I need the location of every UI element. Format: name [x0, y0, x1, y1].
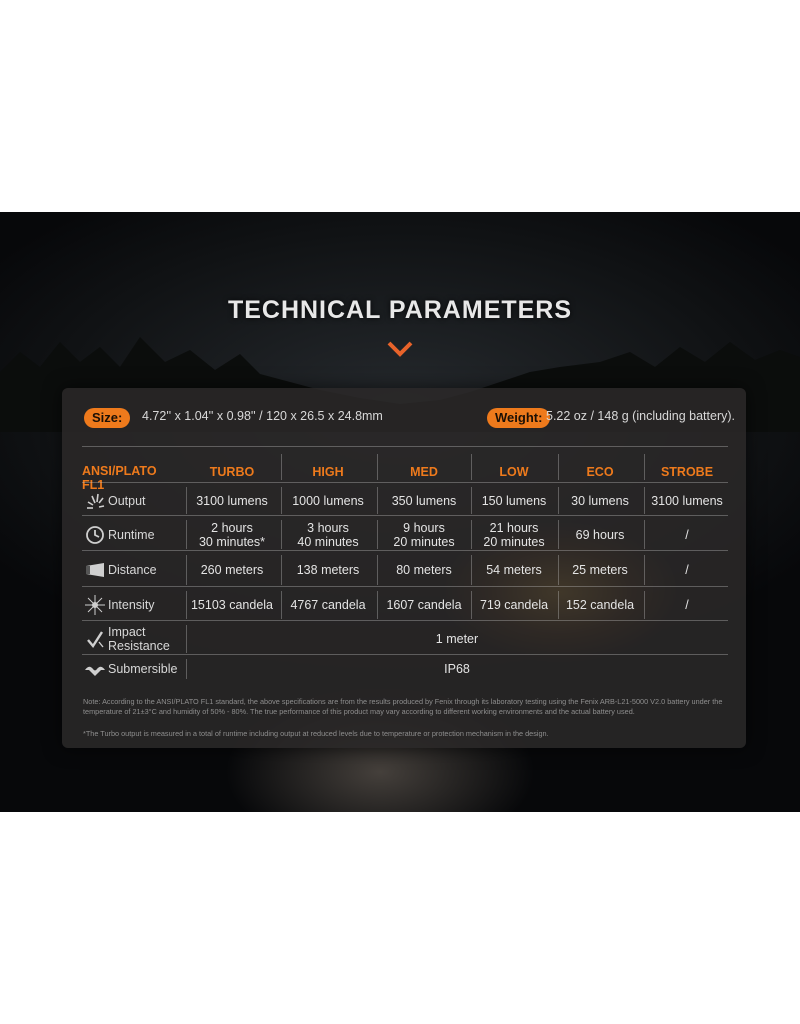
spec-card — [62, 388, 746, 748]
spanning-value: 1 meter — [435, 632, 479, 646]
row-divider — [82, 482, 728, 483]
table-cell — [376, 521, 472, 549]
table-cell: 4767 candela — [290, 598, 366, 612]
table-cell: 150 lumens — [481, 493, 547, 508]
row-label: Output — [108, 493, 146, 508]
row-label: Distance — [108, 563, 157, 577]
row-label-line: Impact — [108, 625, 146, 639]
footnote-standard: Note: According to the ANSI/PLATO FL1 standard, the above specifications are from the results produced by Fenix through its laboratory testing using the Fenix ARB-L21-5000 V2.0 battery under the temperature of 21±3°C and humidity of 50% - 80%. The true performance of this product may vary according to different working environments and the actual battery used. — [83, 697, 723, 716]
table-cell-line: 30 minutes* — [198, 534, 265, 549]
row-divider — [82, 550, 728, 551]
table-cell: / — [685, 563, 689, 577]
submersible-icon — [84, 658, 106, 680]
table-cell: 152 candela — [565, 598, 635, 612]
column-divider — [558, 454, 559, 480]
impact-icon — [84, 628, 106, 650]
row-divider — [82, 654, 728, 655]
chevron-down-icon — [386, 340, 414, 358]
table-cell: 138 meters — [296, 563, 360, 577]
technical-parameters-banner — [0, 212, 800, 812]
mode-header-turbo: TURBO — [209, 465, 255, 479]
table-cell — [280, 521, 376, 549]
mode-header-eco: ECO — [586, 465, 614, 479]
table-cell: 80 meters — [396, 563, 452, 577]
column-divider — [186, 625, 187, 653]
table-cell — [184, 521, 280, 549]
mode-header-med: MED — [410, 465, 438, 479]
table-cell-line: 2 hours — [211, 520, 253, 535]
row-label — [108, 625, 170, 653]
table-cell: 719 candela — [479, 598, 549, 612]
column-divider — [644, 454, 645, 480]
mode-header-strobe: STROBE — [660, 465, 714, 479]
table-cell: 25 meters — [572, 563, 628, 577]
clock-icon — [84, 524, 106, 546]
table-cell-line: 3 hours — [307, 520, 349, 535]
spanning-value: IP68 — [444, 662, 470, 676]
size-value: 4.72'' x 1.04'' x 0.98'' / 120 x 26.5 x 24.8mm — [142, 409, 383, 423]
divider — [82, 446, 728, 447]
column-divider — [281, 454, 282, 480]
output-icon — [84, 490, 106, 512]
table-cell: 69 hours — [575, 527, 625, 542]
row-divider — [82, 515, 728, 516]
column-divider — [377, 454, 378, 480]
row-label-line: Resistance — [108, 639, 170, 653]
table-cell — [466, 521, 562, 549]
table-cell: 3100 lumens — [196, 493, 268, 508]
mode-header-low: LOW — [499, 465, 529, 479]
footnote-turbo: *The Turbo output is measured in a total of runtime including output at reduced levels due to temperature or protection mechanism in the design. — [83, 729, 549, 738]
table-cell: 1000 lumens — [292, 493, 364, 508]
row-label: Runtime — [108, 527, 155, 542]
row-divider — [82, 620, 728, 621]
table-cell-line: 9 hours — [403, 520, 445, 535]
table-cell-line: 21 hours — [489, 520, 539, 535]
table-header-standard: ANSI/PLATO FL1 — [82, 464, 157, 492]
table-cell: 3100 lumens — [651, 493, 723, 508]
table-cell: 350 lumens — [391, 493, 457, 508]
table-cell: / — [685, 598, 689, 612]
table-cell: / — [685, 527, 689, 542]
table-cell: 1607 candela — [386, 598, 462, 612]
column-divider — [186, 659, 187, 679]
table-cell: 54 meters — [486, 563, 542, 577]
table-cell-line: 40 minutes — [297, 534, 359, 549]
column-divider — [471, 454, 472, 480]
beam-icon — [84, 559, 106, 581]
mode-header-high: HIGH — [312, 465, 344, 479]
weight-badge: Weight: — [487, 408, 550, 428]
table-cell-line: 20 minutes — [393, 534, 455, 549]
row-label: Submersible — [108, 662, 178, 676]
weight-value: 5.22 oz / 148 g (including battery). — [546, 409, 736, 423]
table-cell: 15103 candela — [190, 598, 274, 612]
page-title: TECHNICAL PARAMETERS — [227, 296, 573, 324]
table-cell: 260 meters — [200, 563, 264, 577]
row-divider — [82, 586, 728, 587]
table-cell-line: 20 minutes — [483, 534, 545, 549]
size-badge: Size: — [84, 408, 130, 428]
intensity-icon — [84, 594, 106, 616]
row-label: Intensity — [108, 598, 155, 612]
table-cell: 30 lumens — [571, 493, 629, 508]
